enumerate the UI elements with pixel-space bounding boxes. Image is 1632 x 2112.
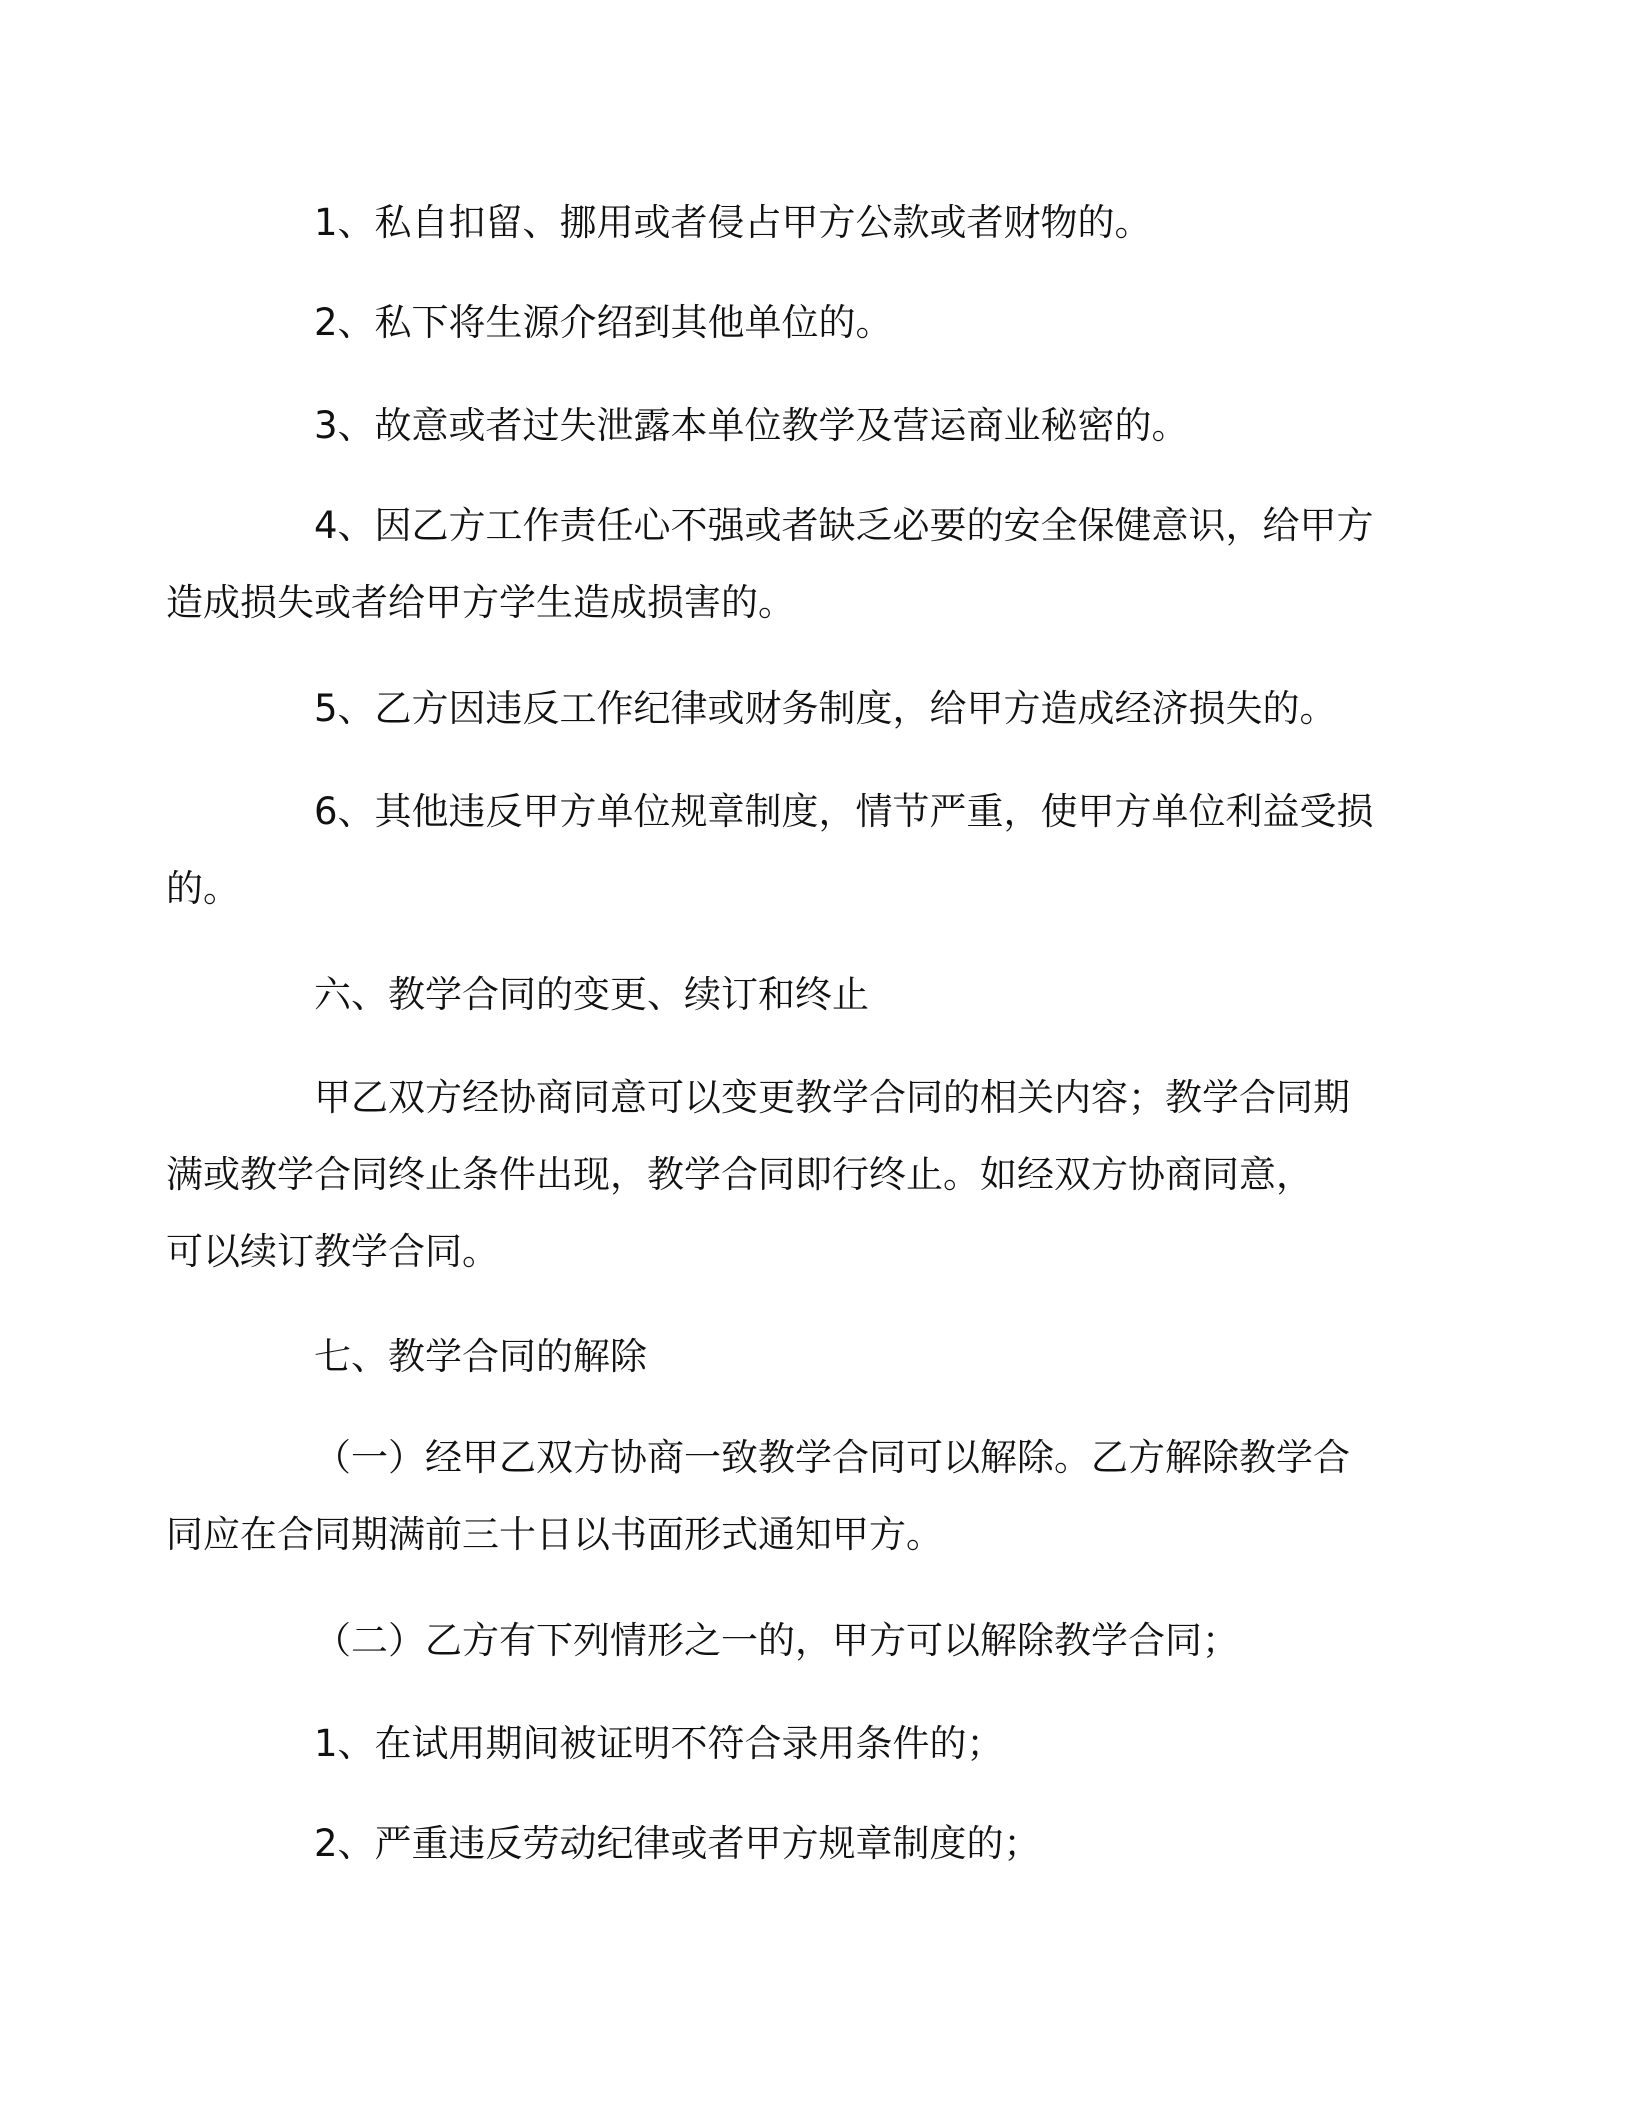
paragraph-item-6	[166, 773, 1390, 927]
text-line: 同应在合同期满前三十日以书面形式通知甲方。	[166, 1513, 943, 1556]
text-line: 6、其他违反甲方单位规章制度，情节严重，使甲方单位利益受损	[314, 790, 1374, 833]
text-line: 的。	[166, 867, 240, 910]
paragraph-clause-2	[240, 1602, 1390, 1679]
paragraph-item-2	[240, 284, 1390, 361]
text-line: 1、在试用期间被证明不符合录用条件的；	[314, 1722, 1004, 1765]
text-line: 5、乙方因违反工作纪律或财务制度，给甲方造成经济损失的。	[314, 687, 1337, 730]
text-line: （二）乙方有下列情形之一的，甲方可以解除教学合同；	[314, 1619, 1239, 1662]
section-heading-7	[240, 1318, 1390, 1395]
paragraph-item-1	[240, 184, 1390, 261]
text-line: 2、私下将生源介绍到其他单位的。	[314, 301, 893, 344]
text-line: 甲乙双方经协商同意可以变更教学合同的相关内容；教学合同期	[314, 1076, 1350, 1119]
paragraph-item-3	[240, 387, 1390, 464]
text-line: 1、私自扣留、挪用或者侵占甲方公款或者财物的。	[314, 201, 1152, 244]
text-line: 满或教学合同终止条件出现，教学合同即行终止。如经双方协商同意，	[166, 1153, 1313, 1196]
text-line: 六、教学合同的变更、续订和终止	[314, 973, 869, 1016]
paragraph-clause-1	[166, 1419, 1390, 1573]
section-heading-6	[240, 956, 1390, 1033]
text-line: 七、教学合同的解除	[314, 1335, 647, 1378]
text-line: 4、因乙方工作责任心不强或者缺乏必要的安全保健意识，给甲方	[314, 504, 1374, 547]
text-line: 可以续订教学合同。	[166, 1230, 499, 1273]
text-line: 造成损失或者给甲方学生造成损害的。	[166, 581, 795, 624]
paragraph-item-4	[166, 487, 1390, 641]
paragraph-item-b1	[240, 1705, 1390, 1782]
paragraph-item-b2	[240, 1805, 1390, 1882]
paragraph-item-5	[240, 670, 1390, 747]
text-line: 3、故意或者过失泄露本单位教学及营运商业秘密的。	[314, 404, 1189, 447]
paragraph-contract-change	[166, 1059, 1390, 1290]
text-line: 2、严重违反劳动纪律或者甲方规章制度的；	[314, 1822, 1041, 1865]
text-line: （一）经甲乙双方协商一致教学合同可以解除。乙方解除教学合	[314, 1436, 1350, 1479]
